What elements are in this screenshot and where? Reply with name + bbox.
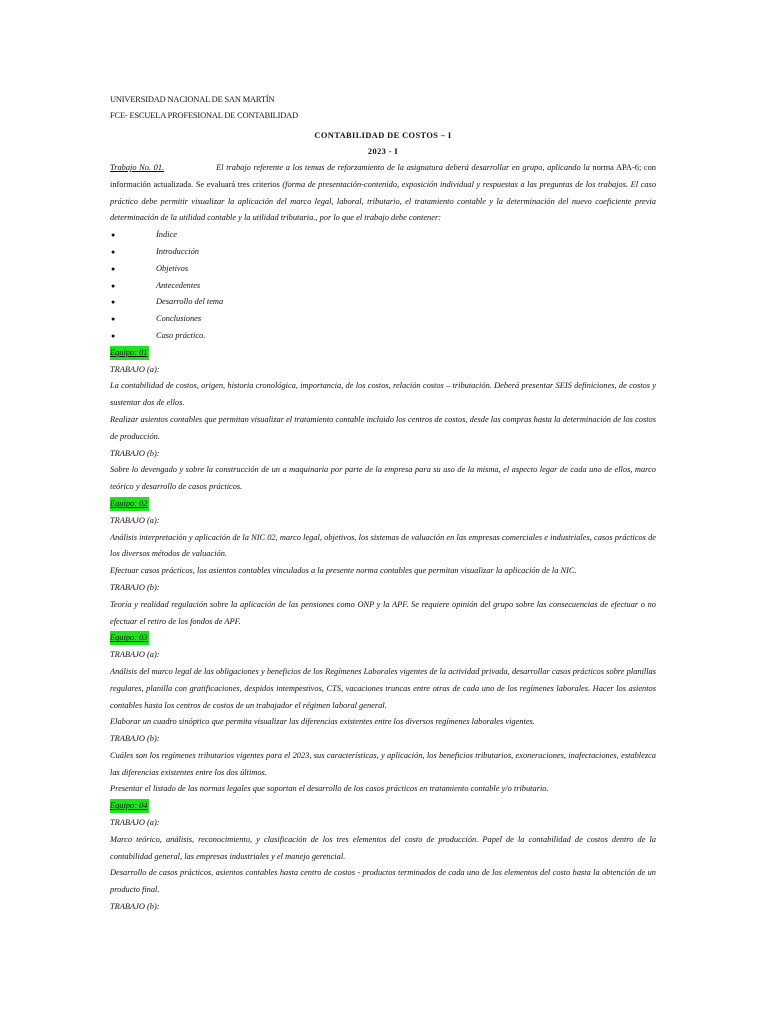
- bullet-icon: ●: [111, 281, 116, 290]
- work-paragraph: Análisis del marco legal de las obligaciones y beneficios de los Regímenes Laborales vigentes de la actividad privada, desarrollar casos prácticos sobre planillas regulares, planilla con gratificaciones, despidos intempestivos, CTS, vacaciones truncas entre otras de cada uno de los regímenes laborales. Hacer los asientos contables hasta los centros de costos de un trabajador el régimen laboral general.: [110, 666, 656, 710]
- work-label: TRABAJO (a):: [110, 364, 160, 374]
- work-label: TRABAJO (a):: [110, 515, 160, 525]
- course-title: CONTABILIDAD DE COSTOS – I: [314, 131, 452, 140]
- term-label: 2023 - I: [367, 147, 399, 156]
- bullet-icon: ●: [111, 315, 116, 324]
- work-label: TRABAJO (a):: [110, 650, 160, 660]
- bullet-icon: ●: [111, 231, 116, 240]
- document-page: [110, 92, 656, 916]
- contents-item: ● Objetivos: [110, 261, 656, 278]
- team-label: Equipo: 03: [110, 631, 149, 645]
- work-paragraph: Cuáles son los regímenes tributarios vigentes para el 2023, sus características, y aplicación, los beneficios tributarios, exoneraciones, inafectaciones, establezca las diferencias existentes entre los dos últimos.: [110, 750, 656, 777]
- team-label: Equipo: 01: [110, 346, 149, 360]
- intro-text-2: norma APA-6; con información actualizada. Se evaluará tres criterios: [110, 163, 656, 189]
- contents-item: ● Introducción: [110, 244, 656, 261]
- contents-item: ● Índice: [110, 227, 656, 244]
- intro-text-4: El caso práctico debe permitir visualizar la aplicación del marco legal, laboral, tributario, el tratamiento contable y la determinación del nuevo coeficiente previa determinación de la utilidad contable y la utilidad tributaria., por lo que el trabajo debe contener:: [110, 179, 657, 223]
- contents-list: [110, 227, 656, 345]
- work-label: TRABAJO (b):: [110, 902, 160, 912]
- bullet-icon: ●: [111, 247, 116, 256]
- contents-item: ● Desarrollo del tema: [110, 294, 656, 311]
- bullet-icon: ●: [111, 298, 116, 307]
- intro-text-1: El trabajo referente a los temas de reforzamiento de la asignatura deberá desarrollar en grupo, aplicando la: [216, 163, 590, 172]
- university-name: UNIVERSIDAD NACIONAL DE SAN MARTÍN: [110, 95, 275, 104]
- work-label: TRABAJO (a):: [110, 818, 160, 828]
- bullet-icon: ●: [111, 264, 116, 273]
- contents-item: ● Conclusiones: [110, 311, 656, 328]
- bullet-icon: ●: [111, 331, 116, 340]
- intro-paragraph: [110, 160, 656, 227]
- work-paragraph: Sobre lo devengado y sobre la construcción de un a maquinaria por parte de la empresa para su uso de la misma, el aspecto legar de cada uno de ellos, marco teórico y desarrollo de casos prácticos.: [110, 465, 656, 492]
- work-paragraph: Efectuar casos prácticos, los asientos contables vinculados a la presente norma contables que permitan visualizar la aplicación de la NIC.: [110, 566, 577, 576]
- work-paragraph: Presentar el listado de las normas legales que soportan el desarrollo de los casos prácticos en tratamiento contable y/o tributario.: [110, 784, 549, 794]
- contents-item: ● Caso práctico.: [110, 328, 656, 345]
- work-paragraph: La contabilidad de costos, origen, historia cronológica, importancia, de los costos, relación costos – tributación. Deberá presentar SEIS definiciones, de costos y sustentar dos de ellos.: [110, 381, 656, 408]
- work-paragraph: Marco teórico, análisis, reconocimiento, y clasificación de los tres elementos del costo de producción. Papel de la contabilidad de costos dentro de la contabilidad general, las empresas industriales y el manejo gerencial.: [110, 834, 656, 861]
- school-name: FCE- ESCUELA PROFESIONAL DE CONTABILIDAD: [110, 111, 298, 120]
- work-label: TRABAJO (b):: [110, 582, 160, 592]
- intro-text-3: (forma de presentación-contenido, exposición individual y respuestas a las preguntas de los trabajos.: [282, 179, 629, 189]
- assignment-label: Trabajo No. 01.: [110, 163, 165, 172]
- team-label: Equipo: 02: [110, 497, 149, 511]
- work-paragraph: Realizar asientos contables que permitan visualizar el tratamiento contable incluido los centros de costos, desde las compras hasta la determinación de los costos de producción.: [110, 414, 656, 441]
- work-paragraph: Desarrollo de casos prácticos, asientos contables hasta centro de costos - productos terminados de cada uno de los elementos del costo hasta la obtención de un producto final.: [110, 868, 656, 895]
- work-paragraph: Análisis interpretación y aplicación de la NIC 02, marco legal, objetivos, los sistemas de valuación en las empresas comerciales e industriales, casos prácticos de los diversos métodos de valuación.: [110, 532, 656, 559]
- work-label: TRABAJO (b):: [110, 734, 160, 744]
- work-paragraph: Elaborar un cuadro sinóptico que permita visualizar las diferencias existentes entre los diversos regímenes laborales vigentes.: [110, 717, 535, 727]
- team-label: Equipo: 04: [110, 799, 149, 813]
- work-label: TRABAJO (b):: [110, 448, 160, 458]
- contents-item: ● Antecedentes: [110, 278, 656, 295]
- work-paragraph: Teoría y realidad regulación sobre la aplicación de las pensiones como ONP y la APF. Se requiere opinión del grupo sobre las consecuencias de efectuar o no efectuar el retiro de los fondos de APF.: [110, 599, 656, 626]
